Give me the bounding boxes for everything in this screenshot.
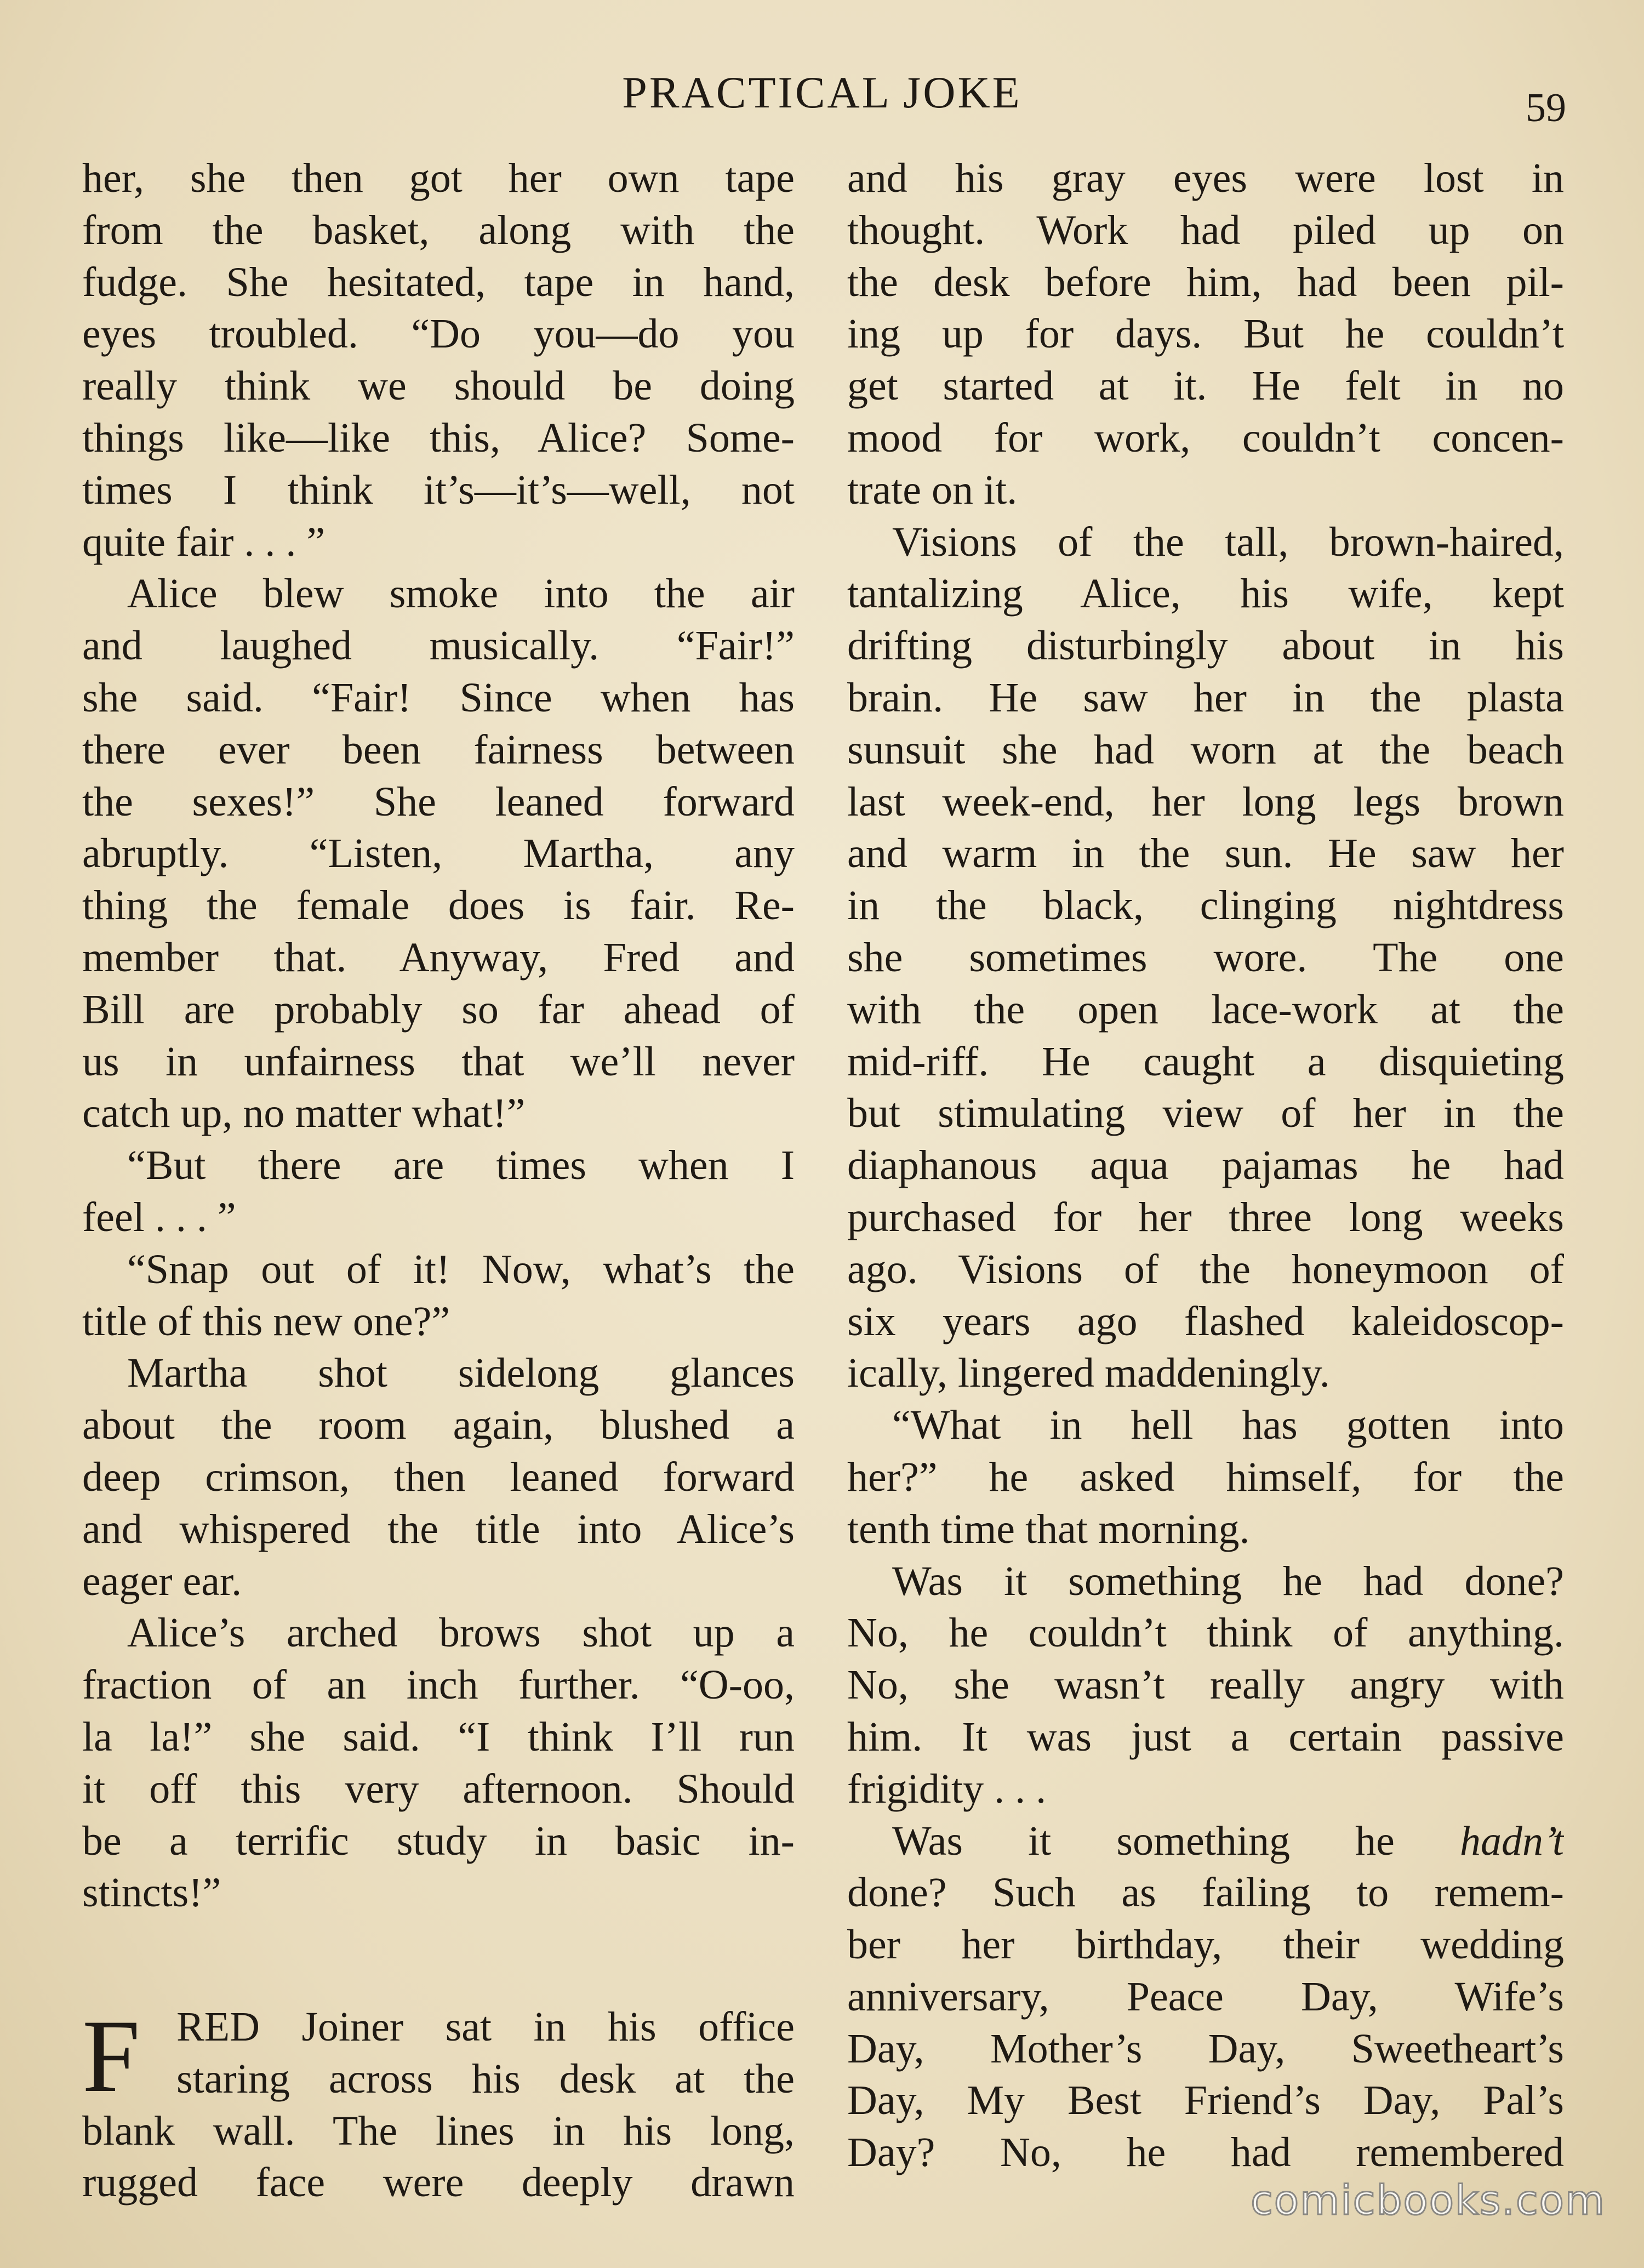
text-line: sunsuit she had worn at the beach xyxy=(847,726,1564,773)
text-line: with the open lace-work at the xyxy=(847,986,1564,1033)
text-line: abruptly. “Listen, Martha, any xyxy=(82,830,795,877)
text-line: Day? No, he had remembered xyxy=(847,2129,1564,2176)
text-line: really think we should be doing xyxy=(82,363,795,409)
text-line: eager ear. xyxy=(82,1558,242,1604)
text-line: “Snap out of it! Now, what’s the xyxy=(127,1246,795,1292)
text-line: ically, lingered maddeningly. xyxy=(847,1350,1330,1397)
text-line: and warm in the sun. He saw her xyxy=(847,830,1564,877)
text-line: “What in hell has gotten into xyxy=(892,1402,1564,1449)
text-line: tenth time that morning. xyxy=(847,1506,1250,1552)
text-line: times I think it’s—it’s—well, not xyxy=(82,466,795,513)
site-watermark: comicbooks.com xyxy=(1251,2177,1606,2224)
text-line: her?” he asked himself, for the xyxy=(847,1454,1564,1500)
text-line: us in unfairness that we’ll never xyxy=(82,1038,795,1085)
right-column xyxy=(847,152,1564,2179)
text-line: ing up for days. But he couldn’t xyxy=(847,311,1564,357)
text-line: blank wall. The lines in his long, xyxy=(82,2107,795,2154)
drop-cap: F xyxy=(82,1999,140,2115)
text-line: fraction of an inch further. “O-oo, xyxy=(82,1662,795,1708)
text-line: mid-riff. He caught a disquieting xyxy=(847,1038,1564,1085)
text-line: brain. He saw her in the plasta xyxy=(847,674,1564,721)
text-line: Was it something he had done? xyxy=(892,1558,1564,1604)
running-title: PRACTICAL JOKE xyxy=(622,67,1022,117)
text-line: eyes troubled. “Do you—do you xyxy=(82,311,795,357)
text-line: and his gray eyes were lost in xyxy=(847,155,1564,201)
text-line: done? Such as failing to remem- xyxy=(847,1870,1564,1916)
text-line: Alice’s arched brows shot up a xyxy=(127,1610,795,1656)
section-break xyxy=(82,1919,795,2001)
text-line: drifting disturbingly about in his xyxy=(847,623,1564,669)
text-line: Alice blew smoke into the air xyxy=(127,571,795,617)
text-line: frigidity . . . xyxy=(847,1765,1047,1812)
text-line: diaphanous aqua pajamas he had xyxy=(847,1142,1564,1189)
text-line: Bill are probably so far ahead of xyxy=(82,986,795,1033)
text-line: six years ago flashed kaleidoscop- xyxy=(847,1298,1564,1344)
italic-word: hadn’t xyxy=(1460,1817,1564,1864)
text-line: things like—like this, Alice? Some- xyxy=(82,414,795,461)
text-line: ber her birthday, their wedding xyxy=(847,1922,1564,1968)
text-line: Visions of the tall, brown-haired, xyxy=(892,518,1564,565)
text-line: from the basket, along with the xyxy=(82,207,795,253)
text-line: quite fair . . . ” xyxy=(82,518,326,565)
text-line: rugged face were deeply drawn xyxy=(82,2159,795,2206)
text-line: and laughed musically. “Fair!” xyxy=(82,623,795,669)
text-line: anniversary, Peace Day, Wife’s xyxy=(847,1973,1564,2020)
text-line: her, she then got her own tape xyxy=(82,155,795,201)
text-line: Day, My Best Friend’s Day, Pal’s xyxy=(847,2077,1564,2124)
text-line: No, he couldn’t think of anything. xyxy=(847,1610,1564,1656)
text-line: about the room again, blushed a xyxy=(82,1402,795,1449)
text-line: there ever been fairness between xyxy=(82,726,795,773)
text-line: member that. Anyway, Fred and xyxy=(82,934,795,981)
text-line: last week-end, her long legs brown xyxy=(847,778,1564,825)
text-line: the sexes!” She leaned forward xyxy=(82,778,795,825)
text-line: in the black, clinging nightdress xyxy=(847,882,1564,929)
text-line: thought. Work had piled up on xyxy=(847,207,1564,253)
text-line: title of this new one?” xyxy=(82,1298,450,1344)
text-line: stincts!” xyxy=(82,1870,221,1916)
text-line: it off this very afternoon. Should xyxy=(82,1765,795,1812)
text-line: ago. Visions of the honeymoon of xyxy=(847,1246,1564,1292)
text-line: him. It was just a certain passive xyxy=(847,1713,1564,1760)
page-number: 59 xyxy=(1526,86,1566,130)
text-line: mood for work, couldn’t concen- xyxy=(847,414,1564,461)
text-line: she said. “Fair! Since when has xyxy=(82,674,795,721)
text-line: but stimulating view of her in the xyxy=(847,1090,1564,1137)
text-line: Martha shot sidelong glances xyxy=(127,1350,795,1397)
text-line: she sometimes wore. The one xyxy=(847,934,1564,981)
text-line: staring across his desk at the xyxy=(176,2055,795,2102)
text-line: “But there are times when I xyxy=(127,1142,795,1189)
drop-cap-line-rest: RED Joiner sat in his office xyxy=(176,2004,795,2050)
text-line xyxy=(847,1815,1564,1867)
text-line: tantalizing Alice, his wife, kept xyxy=(847,571,1564,617)
text-fragment: Was it something he xyxy=(892,1817,1395,1864)
text-line: thing the female does is fair. Re- xyxy=(82,882,795,929)
drop-cap-paragraph xyxy=(82,1999,795,2115)
text-line: No, she wasn’t really angry with xyxy=(847,1662,1564,1708)
left-column xyxy=(82,152,795,2209)
text-line: trate on it. xyxy=(847,466,1018,513)
text-line: la la!” she said. “I think I’ll run xyxy=(82,1713,795,1760)
text-line: be a terrific study in basic in- xyxy=(82,1817,795,1864)
text-line: purchased for her three long weeks xyxy=(847,1194,1564,1240)
text-line xyxy=(82,2001,795,2053)
text-line: and whispered the title into Alice’s xyxy=(82,1506,795,1552)
text-line: deep crimson, then leaned forward xyxy=(82,1454,795,1500)
text-line: catch up, no matter what!” xyxy=(82,1090,526,1137)
text-line: fudge. She hesitated, tape in hand, xyxy=(82,259,795,305)
text-line: Day, Mother’s Day, Sweetheart’s xyxy=(847,2025,1564,2072)
text-line: get started at it. He felt in no xyxy=(847,363,1564,409)
text-line: feel . . . ” xyxy=(82,1194,236,1240)
text-line: the desk before him, had been pil- xyxy=(847,259,1564,305)
